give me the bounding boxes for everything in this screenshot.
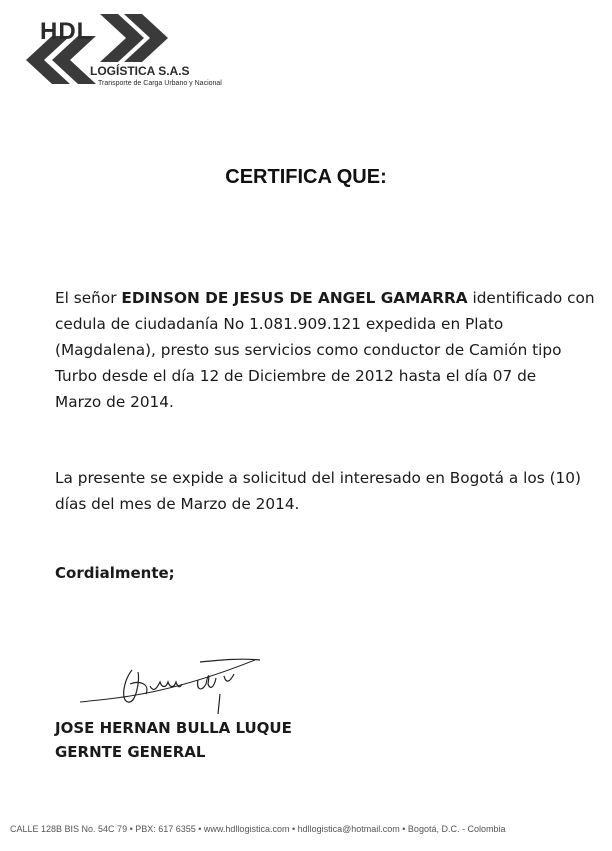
employee-name: EDINSON DE JESUS DE ANGEL GAMARRA	[121, 289, 468, 307]
document-title: CERTIFICA QUE:	[225, 166, 387, 188]
logo-company-name: LOGÍSTICA S.A.S	[90, 64, 190, 78]
text: El señor	[55, 289, 122, 307]
text-line: cedula de ciudadanía No 1.081.909.121 expedida en Plato	[55, 315, 504, 333]
signature	[80, 650, 270, 720]
text-line: La presente se expide a solicitud del interesado en Bogotá a los (10)	[55, 469, 581, 487]
logo-brand: HDL	[40, 18, 93, 45]
signer-name: JOSE HERNAN BULLA LUQUE	[55, 719, 292, 737]
text-line: Marzo de 2014.	[55, 393, 174, 411]
signer-block	[55, 716, 292, 764]
text: identificado con	[467, 289, 595, 307]
certification-paragraph	[55, 285, 595, 415]
logo-tagline: Transporte de Carga Urbano y Nacional	[98, 80, 222, 87]
text-line: días del mes de Marzo de 2014.	[55, 495, 300, 513]
footer-contact: CALLE 128B BIS No. 54C 79 • PBX: 617 6355 • www.hdllogistica.com • hdllogistica@hotmail.com • Bogotá, D.C. - Colombia	[10, 824, 506, 834]
closing: Cordialmente;	[55, 564, 175, 582]
text-line: Turbo desde el día 12 de Diciembre de 2012 hasta el día 07 de	[55, 367, 537, 385]
signer-position: GERNTE GENERAL	[55, 743, 206, 761]
issuance-paragraph	[55, 465, 581, 517]
company-logo	[22, 10, 232, 90]
text-line: (Magdalena), presto sus servicios como conductor de Camión tipo	[55, 341, 562, 359]
